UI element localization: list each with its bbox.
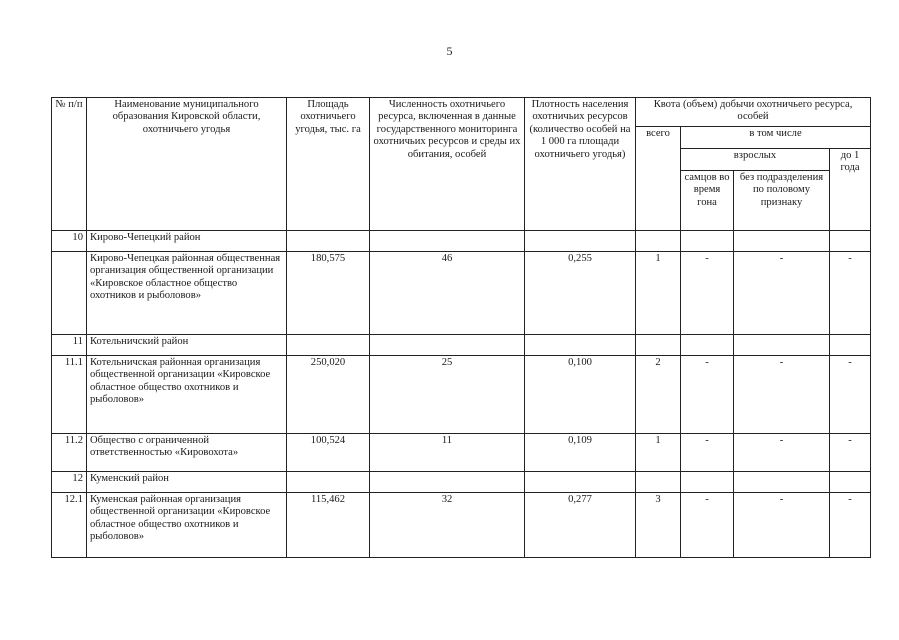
row-males: - xyxy=(681,252,734,335)
row-total: 3 xyxy=(636,493,681,558)
table-row xyxy=(52,434,871,472)
table-row xyxy=(52,356,871,434)
header-males-rut: самцов во время гона xyxy=(681,171,734,231)
row-density: 0,109 xyxy=(525,434,636,472)
row-total: 1 xyxy=(636,434,681,472)
row-name: Кирово-Чепецкая районная общественная организация общественной организации «Кировское областное общество охотников и рыболовов» xyxy=(87,252,287,335)
row-name: Котельничский район xyxy=(87,335,287,356)
row-density: 0,100 xyxy=(525,356,636,434)
row-area: 250,020 xyxy=(287,356,370,434)
row-area: 180,575 xyxy=(287,252,370,335)
row-name: Общество с ограниченной ответственностью «Кировохота» xyxy=(87,434,287,472)
header-including: в том числе xyxy=(681,127,871,149)
row-number: 12.1 xyxy=(52,493,87,558)
row-under-one: - xyxy=(830,252,871,335)
table-header xyxy=(52,98,871,231)
table-row xyxy=(52,252,871,335)
header-no: № п/п xyxy=(52,98,87,231)
table-row xyxy=(52,231,871,252)
header-count: Численность охотничьего ресурса, включенная в данные государственного мониторинга охотничьих ресурсов и среды их обитания, особей xyxy=(370,98,525,231)
row-under-one: - xyxy=(830,493,871,558)
table-row xyxy=(52,472,871,493)
header-quota: Квота (объем) добычи охотничьего ресурса, особей xyxy=(636,98,871,127)
row-area: 115,462 xyxy=(287,493,370,558)
row-under-one: - xyxy=(830,434,871,472)
table-row xyxy=(52,493,871,558)
row-number: 11.1 xyxy=(52,356,87,434)
row-name: Кирово-Чепецкий район xyxy=(87,231,287,252)
header-total: всего xyxy=(636,127,681,231)
row-no-sex: - xyxy=(734,356,830,434)
table-row xyxy=(52,335,871,356)
row-total: 2 xyxy=(636,356,681,434)
row-name: Куменский район xyxy=(87,472,287,493)
row-no-sex: - xyxy=(734,252,830,335)
header-adults: взрослых xyxy=(681,149,830,171)
row-total: 1 xyxy=(636,252,681,335)
header-density: Плотность населения охотничьих ресурсов (количество особей на 1 000 га площади охотничьего угодья) xyxy=(525,98,636,231)
row-density: 0,255 xyxy=(525,252,636,335)
row-number: 10 xyxy=(52,231,87,252)
row-count: 25 xyxy=(370,356,525,434)
row-count: 46 xyxy=(370,252,525,335)
row-count: 32 xyxy=(370,493,525,558)
quota-table xyxy=(51,97,871,558)
row-under-one: - xyxy=(830,356,871,434)
header-name: Наименование муниципального образования Кировской области, охотничьего угодья xyxy=(87,98,287,231)
row-count: 11 xyxy=(370,434,525,472)
row-number: 11.2 xyxy=(52,434,87,472)
row-number: 12 xyxy=(52,472,87,493)
row-males: - xyxy=(681,434,734,472)
row-density: 0,277 xyxy=(525,493,636,558)
row-no-sex: - xyxy=(734,493,830,558)
row-name: Куменская районная организация общественной организации «Кировское областное общество охотников и рыболовов» xyxy=(87,493,287,558)
row-number xyxy=(52,252,87,335)
page-number: 5 xyxy=(446,44,453,58)
row-name: Котельничская районная организация общественной организации «Кировское областное общество охотников и рыболовов» xyxy=(87,356,287,434)
table-body xyxy=(52,231,871,558)
header-under-one-year: до 1 года xyxy=(830,149,871,231)
row-area: 100,524 xyxy=(287,434,370,472)
row-number: 11 xyxy=(52,335,87,356)
row-males: - xyxy=(681,356,734,434)
row-males: - xyxy=(681,493,734,558)
row-no-sex: - xyxy=(734,434,830,472)
header-area: Площадь охотничьего угодья, тыс. га xyxy=(287,98,370,231)
header-no-sex-division: без подразделения по половому признаку xyxy=(734,171,830,231)
